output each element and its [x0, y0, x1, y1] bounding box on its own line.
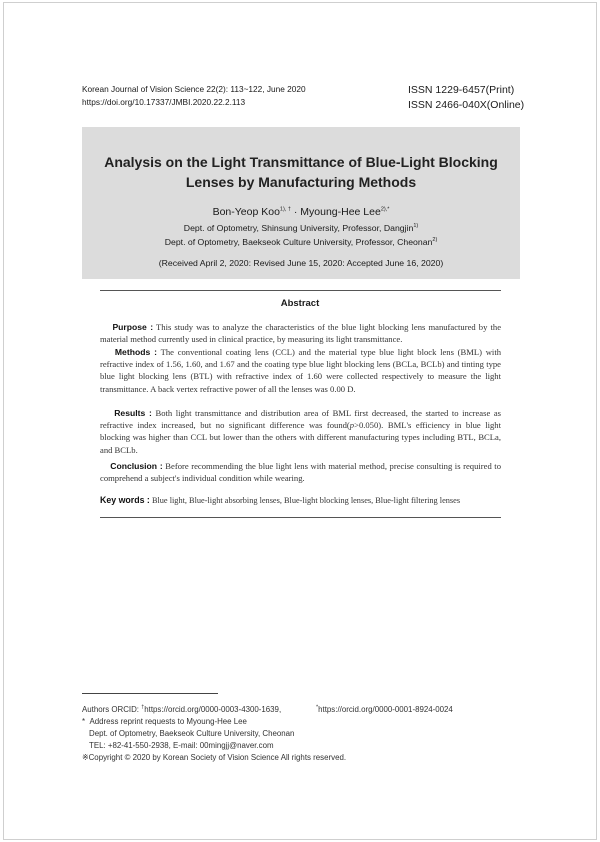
abstract-methods: [100, 346, 501, 395]
author-2: Myoung-Hee Lee: [300, 206, 381, 218]
keywords: [100, 495, 510, 505]
purpose-text: This study was to analyze the characteristics of the blue light blocking lens manufactured by the material method currently used in clinical practice, by measuring its light transmittance.: [100, 322, 502, 345]
abstract-purpose: [100, 321, 501, 345]
orcid-2: [316, 704, 453, 716]
received-dates: (Received April 2, 2020: Revised June 15, 2020: Accepted June 16, 2020): [158, 258, 444, 268]
reprint-contact: TEL: +82-41-550-2938, E-mail: 00mingjj@naver.com: [89, 741, 274, 750]
abstract-conclusion: [100, 460, 501, 484]
methods-label: Methods :: [114, 347, 158, 357]
orcid-1-mark: †: [141, 704, 145, 711]
reprint-address: Dept. of Optometry, Baekseok Culture University, Cheonan: [89, 729, 295, 738]
issn-online: ISSN 2466-040X(Online): [408, 99, 525, 111]
issn-print: ISSN 1229-6457(Print): [408, 84, 515, 96]
affiliation-1: [82, 223, 520, 233]
reprint-mark: *: [82, 717, 86, 726]
methods-text: The conventional coating lens (CCL) and the material type blue light block lens (BML) with refractive index of 1.56, 1.60, and 1.67 and the coating type blue light blocking lens (BCLa, BCLb) and tinting type blue light blocking lens (BTL) with refractive index of 1.60 were collected respectively to measure the light transmittance. A back vertex refractive power of all the lenses was 0.00 D.: [100, 347, 501, 394]
paper-title-line1: Analysis on the Light Transmittance of Blue-Light Blocking: [104, 154, 498, 170]
results-label: Results :: [114, 408, 152, 418]
conclusion-label: Conclusion :: [110, 461, 163, 471]
doi-link[interactable]: https://doi.org/10.17337/JMBI.2020.22.2.113: [82, 97, 246, 107]
abstract-results: [100, 407, 501, 456]
results-p: p: [349, 420, 355, 431]
reprint-line: [82, 716, 247, 728]
abstract-bottom-rule: [100, 517, 501, 518]
orcid-2-link[interactable]: https://orcid.org/0000-0001-8924-0024: [318, 705, 453, 714]
issn-block: [408, 83, 524, 113]
author-separator: ·: [290, 206, 301, 218]
orcid-line: [82, 704, 522, 716]
copyright: ※Copyright © 2020 by Korean Society of Vision Science All rights reserved.: [82, 753, 347, 762]
orcid-2-mark: *: [316, 704, 319, 711]
affiliation-2-text: Dept. of Optometry, Baekseok Culture University, Professor, Cheonan: [164, 237, 433, 247]
paper-title-line2: Lenses by Manufacturing Methods: [185, 174, 417, 190]
keywords-label: Key words :: [100, 495, 150, 505]
affiliation-2: [82, 237, 520, 247]
purpose-label: Purpose :: [112, 322, 154, 332]
keywords-text: Blue light, Blue-light absorbing lenses, Blue-light blocking lenses, Blue-light filtering lenses: [149, 496, 461, 505]
journal-header: [82, 83, 306, 109]
orcid-label: Authors ORCID:: [82, 705, 142, 714]
author-1: Bon-Yeop Koo: [212, 206, 280, 218]
reprint-text: Address reprint requests to Myoung-Hee Lee: [89, 717, 247, 726]
results-text-a: Both light transmittance and distribution area of BML first decreased, the started to increase as refractive index increased, but no significant difference was found(: [100, 408, 501, 431]
author-1-mark: 1), †: [279, 206, 291, 213]
footnote-rule: [82, 693, 218, 694]
affiliation-1-text: Dept. of Optometry, Shinsung University, Professor, Dangjin: [183, 223, 414, 233]
results-text-b: >0.050). BML's efficiency in blue light blocking was higher than CCL but lower than the others with different manufacturing types including BTL, BCLa, and BCLb.: [100, 420, 501, 455]
paper-title: [82, 152, 520, 192]
abstract-heading: Abstract: [280, 298, 320, 309]
affiliation-2-mark: 2): [432, 237, 438, 244]
conclusion-text: Before recommending the blue light lens with material method, precise consulting is required to comprehend a subject's individual condition while wearing.: [100, 461, 501, 484]
author-list: [82, 206, 520, 218]
title-box: [82, 127, 520, 279]
abstract-top-rule: [100, 290, 501, 291]
author-2-mark: 2),*: [380, 206, 390, 213]
orcid-1-link[interactable]: https://orcid.org/0000-0003-4300-1639,: [144, 705, 282, 714]
affiliation-1-mark: 1): [413, 223, 419, 230]
journal-citation: Korean Journal of Vision Science 22(2): 113~122, June 2020: [82, 84, 306, 94]
